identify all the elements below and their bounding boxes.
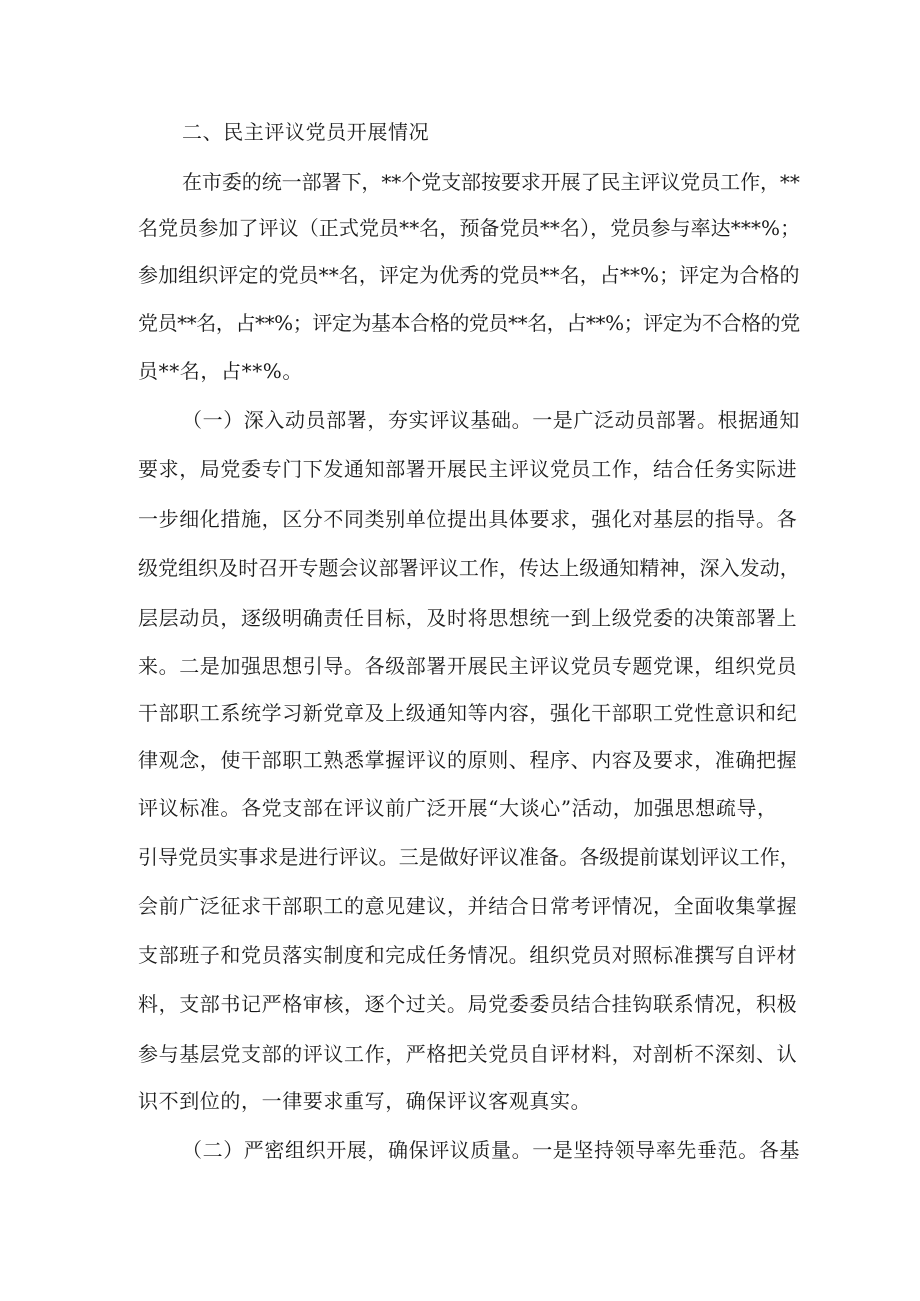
paragraph-line: 要求，局党委专门下发通知部署开展民主评议党员工作，结合任务实际进 bbox=[138, 457, 798, 481]
paragraph-line: 来。二是加强思想引导。各级部署开展民主评议党员专题党课，组织党员 bbox=[138, 654, 798, 678]
paragraph-line: 料，支部书记严格审核，逐个过关。局党委委员结合挂钩联系情况，积极 bbox=[138, 992, 798, 1016]
paragraph-line: 律观念，使干部职工熟悉掌握评议的原则、程序、内容及要求，准确把握 bbox=[138, 748, 798, 772]
paragraph-line: 一步细化措施，区分不同类别单位提出具体要求，强化对基层的指导。各 bbox=[138, 507, 798, 531]
paragraph-line: 评议标准。各党支部在评议前广泛开展“大谈心”活动，加强思想疏导， bbox=[138, 796, 778, 820]
paragraph-line: 支部班子和党员落实制度和完成任务情况。组织党员对照标准撰写自评材 bbox=[138, 943, 798, 967]
paragraph-line: 员**名，占**%。 bbox=[138, 359, 304, 383]
paragraph-line: 层层动员，逐级明确责任目标，及时将思想统一到上级党委的决策部署上 bbox=[138, 606, 798, 630]
paragraph-line: 会前广泛征求干部职工的意见建议，并结合日常考评情况，全面收集掌握 bbox=[138, 894, 798, 918]
paragraph-line: （一）深入动员部署，夯实评议基础。一是广泛动员部署。根据通知 bbox=[182, 408, 800, 432]
paragraph-line: 级党组织及时召开专题会议部署评议工作，传达上级通知精神，深入发动， bbox=[138, 556, 800, 580]
paragraph-line: 参与基层党支部的评议工作，严格把关党员自评材料，对剖析不深刻、认 bbox=[138, 1042, 798, 1066]
paragraph-line: （二）严密组织开展，确保评议质量。一是坚持领导率先垂范。各基 bbox=[182, 1138, 800, 1162]
paragraph-line: 参加组织评定的党员**名，评定为优秀的党员**名，占**%；评定为合格的 bbox=[138, 263, 800, 287]
section-heading: 二、民主评议党员开展情况 bbox=[182, 120, 430, 144]
paragraph-line: 党员**名，占**%；评定为基本合格的党员**名，占**%；评定为不合格的党 bbox=[138, 311, 800, 335]
paragraph-line: 名党员参加了评议（正式党员**名，预备党员**名），党员参与率达***%； bbox=[138, 216, 801, 240]
paragraph-line: 识不到位的，一律要求重写，确保评议客观真实。 bbox=[138, 1089, 592, 1113]
paragraph-line: 引导党员实事求是进行评议。三是做好评议准备。各级提前谋划评议工作， bbox=[138, 845, 800, 869]
paragraph-line: 在市委的统一部署下，**个党支部按要求开展了民主评议党员工作，** bbox=[182, 170, 800, 194]
paragraph-line: 干部职工系统学习新党章及上级通知等内容，强化干部职工党性意识和纪 bbox=[138, 701, 798, 725]
